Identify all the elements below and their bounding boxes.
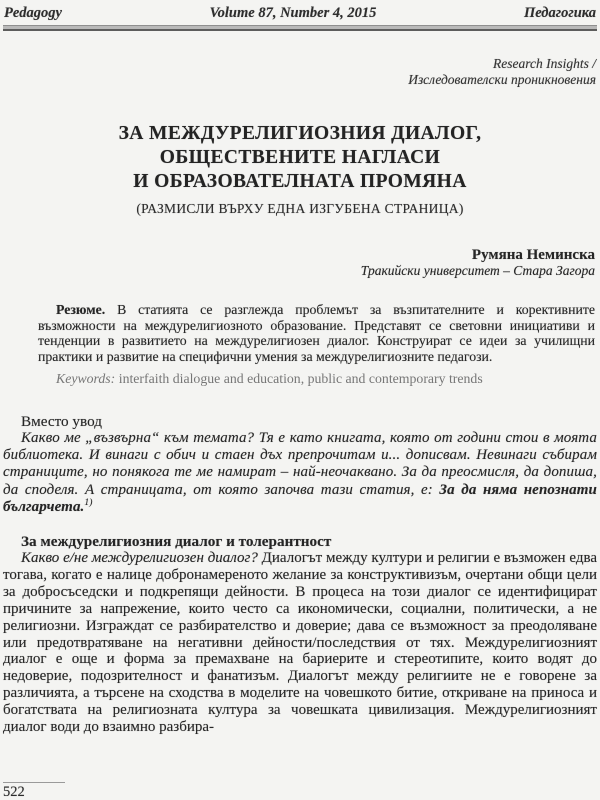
page-number: 522	[3, 784, 25, 800]
rubric-line-en: Research Insights /	[493, 56, 596, 71]
footnote-rule	[3, 782, 65, 783]
keywords-line	[38, 371, 595, 387]
journal-name-bg: Педагогика	[523, 5, 596, 21]
article-title-line3: И ОБРАЗОВАТЕЛНАТА ПРОМЯНА	[133, 171, 467, 192]
author-name: Румяна Неминска	[471, 247, 595, 263]
article-subtitle: (РАЗМИСЛИ ВЪРХУ ЕДНА ИЗГУБЕНА СТРАНИЦА)	[136, 201, 464, 216]
abstract-label: Резюме.	[56, 302, 106, 317]
rubric	[3, 56, 597, 87]
keywords-label: Keywords:	[56, 371, 116, 387]
author-block	[3, 247, 597, 278]
page-footer	[3, 782, 65, 800]
abstract-paragraph	[38, 302, 595, 364]
dialog-text: Диалогът между култури и религии е възможен едва тогава, когато е налице добронамереното желание за конструктивизъм, очертани общи цели за добросъседски и подкрепящи дейности. В процеса на този диалог се идентифицират причините за напрежение, които често са икономически, социални, политически, а не религиозни. Изграждат се разбирателство и доверие; дава се възможност за преодоляване или предотвратяване на негативни дейности/последствия от тях. Междурелигиозният диалог е още и форма за премахване на бариерите и стереотипите, които водят до недоверие, подозрителност и фанатизъм. Диалогът между религиите не е говорене за различията, а търсене на сходства в моделите на човешкото битие, откриване на приноса и богатствата на религиозната култура за човешката цивилизация. Междурелигиозният диалог води до взаимно разбира-	[3, 549, 597, 736]
keywords-text: interfaith dialogue and education, public and contemporary trends	[115, 371, 483, 387]
journal-name-en: Pedagogy	[4, 5, 62, 21]
abstract-text: В статията се разглежда проблемът за възпитателните и корективните възможности на междурелигиозното образование. Представят се световни инициативи и тенденции в развитието на междурелигиозен диалог. Конструират се идеи за училищни практики и развитие на специфични умения за междурелигиозните педагози.	[38, 302, 595, 364]
footnote-marker: 1)	[84, 497, 93, 508]
article-title-line1: ЗА МЕЖДУРЕЛИГИОЗНИЯ ДИАЛОГ,	[118, 123, 482, 144]
section-heading-intro: Вместо увод	[21, 412, 102, 430]
intro-paragraph	[3, 430, 597, 516]
article-title	[3, 122, 597, 194]
abstract	[38, 302, 595, 364]
journal-volume-info: Volume 87, Number 4, 2015	[209, 5, 377, 21]
journal-header	[3, 5, 597, 22]
article-title-line2: ОБЩЕСТВЕНИТЕ НАГЛАСИ	[159, 147, 441, 168]
dialog-lead-question: Какво е/не междурелигиозен диалог?	[21, 549, 258, 566]
author-affiliation: Тракийски университет – Стара Загора	[360, 263, 595, 278]
header-rule	[3, 25, 597, 31]
body-paragraph	[3, 550, 597, 736]
intro-text: Какво ме „възвърна“ към темата? Тя е като книгата, която от години стои в моята библиотека. И винаги с обич и стаен дъх препрочитам и... дописвам. Невинаги събирам страниците, но понякога те ме намират – най-неочаквано. За да преосмисля, да допиша, да споделя. А страницата, от която започва тази статия, е:	[3, 429, 597, 498]
intro-emphasis: За да няма непознати българчета.	[3, 481, 597, 515]
section-heading-dialog: За междурелигиозния диалог и толерантност	[21, 532, 332, 550]
rubric-line-bg: Изследователски проникновения	[408, 71, 596, 87]
